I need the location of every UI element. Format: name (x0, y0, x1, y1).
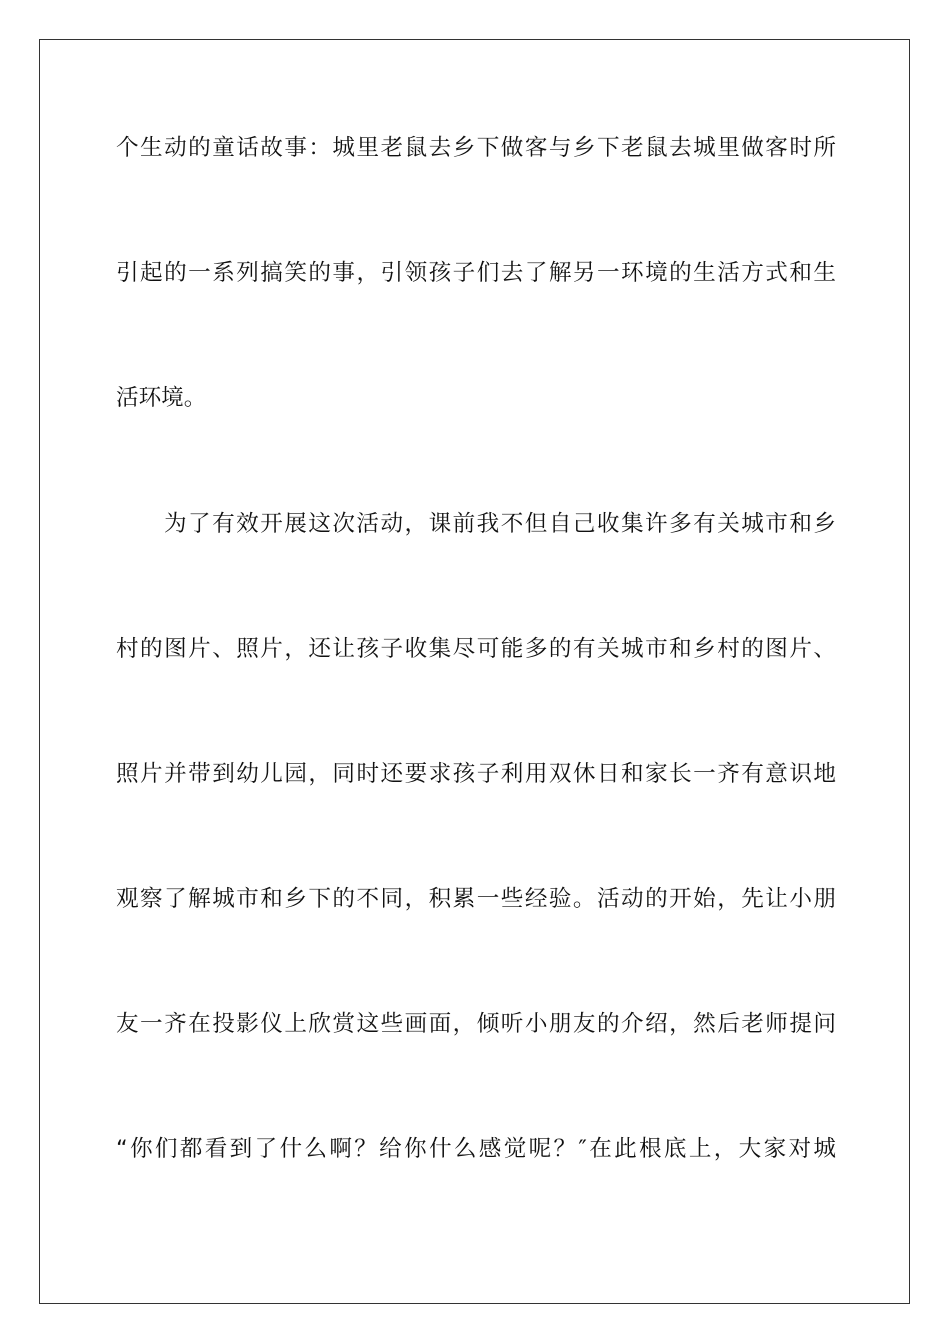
paragraph-2-line-5: 友一齐在投影仪上欣赏这些画面，倾听小朋友的介绍，然后老师提问 (116, 1011, 836, 1037)
paragraph-1-line-3: 活环境。 (116, 385, 207, 411)
page-frame (39, 39, 910, 1304)
paragraph-2-line-6: “你们都看到了什么啊？给你什么感觉呢？″在此根底上，大家对城 (116, 1136, 836, 1162)
paragraph-2-line-3: 照片并带到幼儿园，同时还要求孩子利用双休日和家长一齐有意识地 (116, 761, 836, 787)
paragraph-2-line-4: 观察了解城市和乡下的不同，积累一些经验。活动的开始，先让小朋 (116, 886, 836, 912)
paragraph-2-line-2: 村的图片、照片，还让孩子收集尽可能多的有关城市和乡村的图片、 (116, 636, 836, 662)
paragraph-1-line-2: 引起的一系列搞笑的事，引领孩子们去了解另一环境的生活方式和生 (116, 260, 836, 286)
paragraph-1-line-1: 个生动的童话故事：城里老鼠去乡下做客与乡下老鼠去城里做客时所 (116, 135, 836, 161)
paragraph-2-line-1: 为了有效开展这次活动，课前我不但自己收集许多有关城市和乡 (164, 511, 836, 537)
